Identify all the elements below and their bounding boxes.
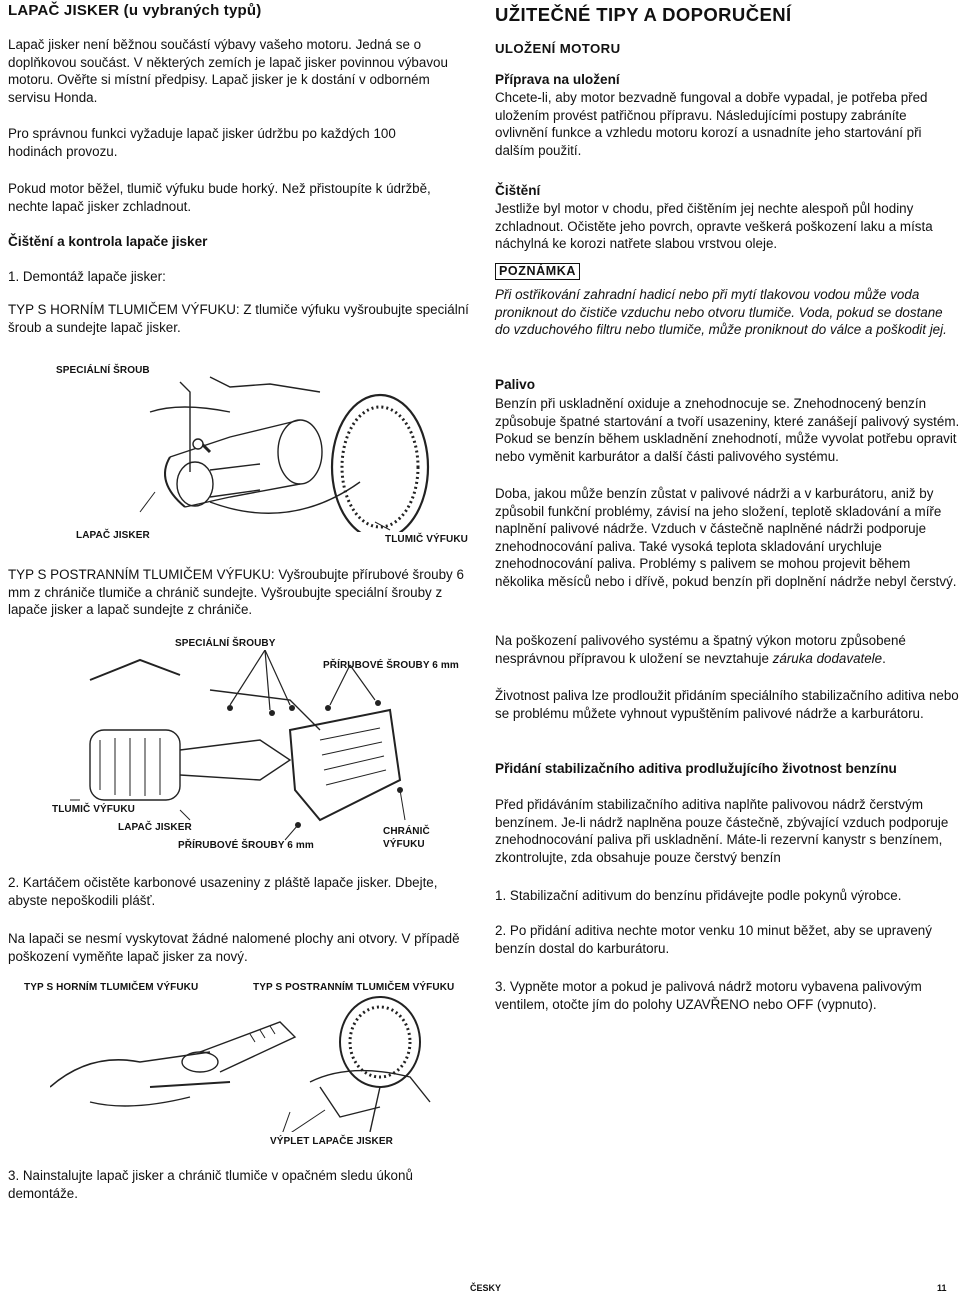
step-1: 1. Demontáž lapače jisker:: [8, 269, 166, 284]
step-2-note: Na lapači se nesmí vyskytovat žádné nalomené plochy ani otvory. V případě poškození vyměňte lapač jisker za nový.: [8, 931, 460, 964]
label-protector-line2: VÝFUKU: [383, 839, 425, 850]
step-2: 2. Kartáčem očistěte karbonové usazeniny z pláště lapače jisker. Dbejte, abyste nepoškodili plášť.: [8, 875, 438, 908]
figure-side-muffler: [60, 650, 460, 850]
figure-top-muffler: [60, 372, 460, 532]
stabilizer-step-1: 1. Stabilizační aditivum do benzínu přidávejte podle pokynů výrobce.: [495, 888, 902, 903]
note-badge: [495, 262, 580, 280]
prep-paragraph: Chcete-li, aby motor bezvadně fungoval a dobře vypadal, je potřeba před uložením provést patřičnou přípravu. Následujícími postupy zabráníte ovlivnění funkce a vzhledu motoru korozí a usnadníte jeho startování při dalším použití.: [495, 90, 928, 158]
fuel-p3-c: .: [882, 650, 886, 666]
cleaning-heading: Čištění: [495, 183, 541, 198]
hot-muffler-warning: Pokud motor běžel, tlumič výfuku bude horký. Než přistoupíte k údržbě, nechte lapač jisker zchladnout.: [8, 181, 431, 214]
label-special-screw: SPECIÁLNÍ ŠROUB: [56, 365, 150, 376]
storage-subtitle: ULOŽENÍ MOTORU: [495, 41, 621, 56]
stabilizer-paragraph: Před přidáváním stabilizačního aditiva naplňte palivovou nádrž čerstvým benzínem. Je-li nádrž naplněna pouze částečně, zbývající vzduch podporuje znehodnocování paliva při uskladnění. Máte-li rezervní kanystr s benzínem, zkontrolujte, zda obsahuje pouze čerstvý benzín: [495, 797, 949, 865]
top-muffler-instruction: TYP S HORNÍM TLUMIČEM VÝFUKU: Z tlumiče výfuku vyšroubujte speciální šroub a sundejte lapač jisker.: [8, 302, 469, 335]
fuel-p3-a: Na poškození palivového systému a špatný výkon motoru způsobené nesprávnou přípravou k uložení se nevztahuje: [495, 633, 906, 666]
label-side-type: TYP S POSTRANNÍM TLUMIČEM VÝFUKU: [253, 982, 455, 993]
fuel-heading: Palivo: [495, 377, 536, 392]
figure-cleaning: [50, 992, 450, 1132]
fuel-paragraph-4: Životnost paliva lze prodloužit přidáním speciálního stabilizačního aditiva nebo se problému můžete vyhnout vypuštěním palivové nádrže a karburátoru.: [495, 688, 959, 721]
fuel-paragraph-3: [495, 632, 960, 667]
fuel-paragraph-1: Benzín při uskladnění oxiduje a znehodnocuje se. Znehodnocený benzín způsobuje špatné startování a tvoří usazeniny, které zanášejí palivový systém. Pokud se benzín během uskladnění znehodnotí, může vyvolat potřebu opravit nebo vyměnit karburátor a další části palivového systému.: [495, 396, 960, 464]
label-flange-bolts-bottom: PŘÍRUBOVÉ ŠROUBY 6 mm: [178, 840, 314, 851]
label-spark-arrester-1: LAPAČ JISKER: [76, 530, 150, 541]
label-special-screws: SPECIÁLNÍ ŠROUBY: [175, 638, 276, 649]
fuel-paragraph-2: Doba, jakou může benzín zůstat v palivové nádrži a v karburátoru, aniž by způsobil funkční problémy, závisí na jeho složení, teplotě skladování a míře naplnění palivové nádrže. Vzduch v částečně naplněné nádrži podporuje znehodnocování paliva. Také vysoká teplota skladování urychluje znehodnocování paliva. Problémy s palivem se mohou projevit během několika měsíců nebo i dřívě, pokud benzín při doplnění nádrže nebyl čerstvý.: [495, 486, 957, 589]
right-title: UŽITEČNÉ TIPY A DOPORUČENÍ: [495, 4, 792, 25]
note-text: Při ostřikování zahradní hadicí nebo při mytí tlakovou vodou může voda proniknout do čističe vzduchu nebo otvoru tlumiče. Voda, pokud se dostane do vzduchového filtru nebo tlumiče, může proniknout do válce a poškodit jej.: [495, 287, 947, 338]
label-flange-bolts-top: PŘÍRUBOVÉ ŠROUBY 6 mm: [323, 660, 459, 671]
label-protector-line1: CHRÁNIČ: [383, 826, 430, 837]
prep-heading: Příprava na uložení: [495, 72, 620, 87]
footer-language: ČESKY: [470, 1283, 502, 1293]
maintenance-interval: Pro správnou funkci vyžaduje lapač jisker údržbu po každých 100 hodinách provozu.: [8, 126, 396, 159]
label-top-type: TYP S HORNÍM TLUMIČEM VÝFUKU: [24, 982, 199, 993]
side-muffler-instruction: TYP S POSTRANNÍM TLUMIČEM VÝFUKU: Vyšroubujte přírubové šrouby 6 mm z chrániče tlumiče a chránič sundejte. Vyšroubujte speciální šrouby z lapače jisker a lapač sundejte z chrániče.: [8, 567, 464, 618]
stabilizer-step-3: 3. Vypněte motor a pokud je palivová nádrž motoru vybavena palivovým ventilem, otočte jím do polohy UZAVŘENO nebo OFF (vypnuto).: [495, 979, 922, 1012]
section-heading: Čištění a kontrola lapače jisker: [8, 234, 208, 249]
note-label: POZNÁMKA: [495, 263, 580, 280]
left-title: LAPAČ JISKER (u vybraných typů): [8, 2, 262, 19]
page-number: 11: [937, 1283, 947, 1293]
cleaning-paragraph: Jestliže byl motor v chodu, před čištěním jej nechte alespoň půl hodiny zchladnout. Očistěte jeho povrch, opravte veškerá poškození laku a místa náchylná ke korozi natřete slabou vrstvou oleje.: [495, 201, 933, 252]
label-spark-arrester-2: LAPAČ JISKER: [118, 822, 192, 833]
fuel-p3-warranty: záruka dodavatele: [772, 650, 883, 666]
intro-paragraph: Lapač jisker není běžnou součástí výbavy vašeho motoru. Jedná se o doplňkovou součást. V některých zemích je lapač jisker povinnou výbavou motoru. Ověřte si místní předpisy. Lapač jisker je k dostání v odborném servisu Honda.: [8, 37, 448, 105]
stabilizer-heading: Přidání stabilizačního aditiva prodlužujícího životnost benzínu: [495, 761, 897, 776]
stabilizer-step-2: 2. Po přidání aditiva nechte motor venku 10 minut běžet, aby se upravený benzín dostal do karburátoru.: [495, 923, 932, 956]
label-muffler-2: TLUMIČ VÝFUKU: [52, 804, 135, 815]
label-muffler-1: TLUMIČ VÝFUKU: [385, 534, 468, 545]
step-3: 3. Nainstalujte lapač jisker a chránič tlumiče v opačném sledu úkonů demontáže.: [8, 1168, 413, 1201]
label-arrester-screen: VÝPLET LAPAČE JISKER: [270, 1136, 393, 1147]
